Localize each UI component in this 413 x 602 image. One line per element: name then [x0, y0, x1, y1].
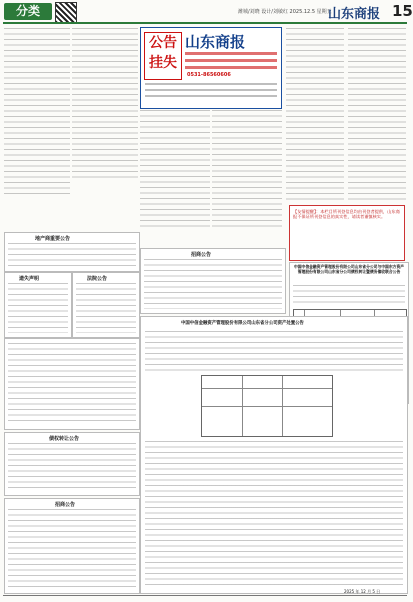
footer-rule [3, 595, 407, 596]
notice-body [76, 283, 136, 333]
notice-body [8, 343, 136, 425]
ad-line [185, 59, 277, 62]
ad-line [185, 52, 277, 55]
text-column-3 [140, 110, 210, 230]
ad-line [145, 89, 277, 91]
notice-title: 招商公告 [191, 252, 212, 258]
text-column-1 [4, 28, 70, 198]
red-reminder-text: 【友情提醒】：本栏目所刊登信息均由刊登者提供，山东商报不保证所刊登信息的真实性，请读者谨慎核实。 [293, 209, 400, 220]
red-reminder-box [289, 205, 405, 261]
notice-title: 中国中信金融资产管理股份有限公司山东省分公司与中国东方资产管理股份有限公司山东省分公司债权转让暨债务催收联合公告 [293, 264, 405, 274]
notice-body [145, 441, 403, 587]
notice-box [4, 338, 140, 430]
header-rule [3, 22, 407, 24]
notice-box [4, 498, 140, 594]
notice-title: 中国中信金融资产管理股份有限公司山东省分公司资产处置公告 [181, 321, 304, 326]
page-number: 15 [392, 2, 413, 20]
notice-title: 遗失声明 [19, 276, 40, 282]
ad-phone: 0531-86560606 [187, 72, 231, 78]
table-rule [242, 376, 243, 436]
text-column-2 [72, 28, 138, 178]
brand-title: 山东商报 [328, 7, 381, 22]
data-table [201, 375, 333, 437]
notice-body [8, 243, 136, 268]
notice-box [4, 232, 140, 272]
ad-stamp: 公告挂失 [144, 32, 182, 80]
notice-title: 招商公告 [55, 502, 76, 508]
text-column-4 [212, 110, 282, 230]
notice-box [4, 432, 140, 496]
notice-box [72, 272, 140, 338]
qr-code-icon [55, 2, 77, 24]
notice-body [8, 283, 68, 333]
ad-line [185, 66, 277, 69]
table-rule [282, 376, 283, 436]
page-header [0, 0, 413, 26]
notice-title: 债权转让公告 [49, 436, 80, 442]
ad-brand: 山东商报 [185, 33, 246, 51]
classified-ad-box [140, 27, 282, 109]
footer-date: 2025 年 12 月 5 日 [344, 589, 381, 594]
notice-body [8, 443, 136, 491]
notice-box-large [140, 316, 408, 594]
table-rule [202, 388, 332, 389]
text-column-6 [348, 28, 406, 203]
ad-line [145, 83, 277, 85]
notice-box [140, 248, 286, 314]
ad-line [145, 95, 277, 97]
notice-title: 法院公告 [87, 276, 108, 282]
table-rule [202, 406, 332, 407]
notice-body [8, 509, 136, 589]
header-info: 潍城/刘晓 设计/刘敏红 2025.12.5 星期五 [238, 9, 332, 15]
notice-body [145, 331, 403, 371]
notice-body [144, 259, 282, 309]
notice-body [293, 285, 405, 307]
section-label: 分类 [4, 3, 52, 20]
notice-title: 地产商重要公告 [35, 236, 71, 242]
notice-box [4, 272, 72, 338]
text-column-5 [286, 28, 344, 203]
